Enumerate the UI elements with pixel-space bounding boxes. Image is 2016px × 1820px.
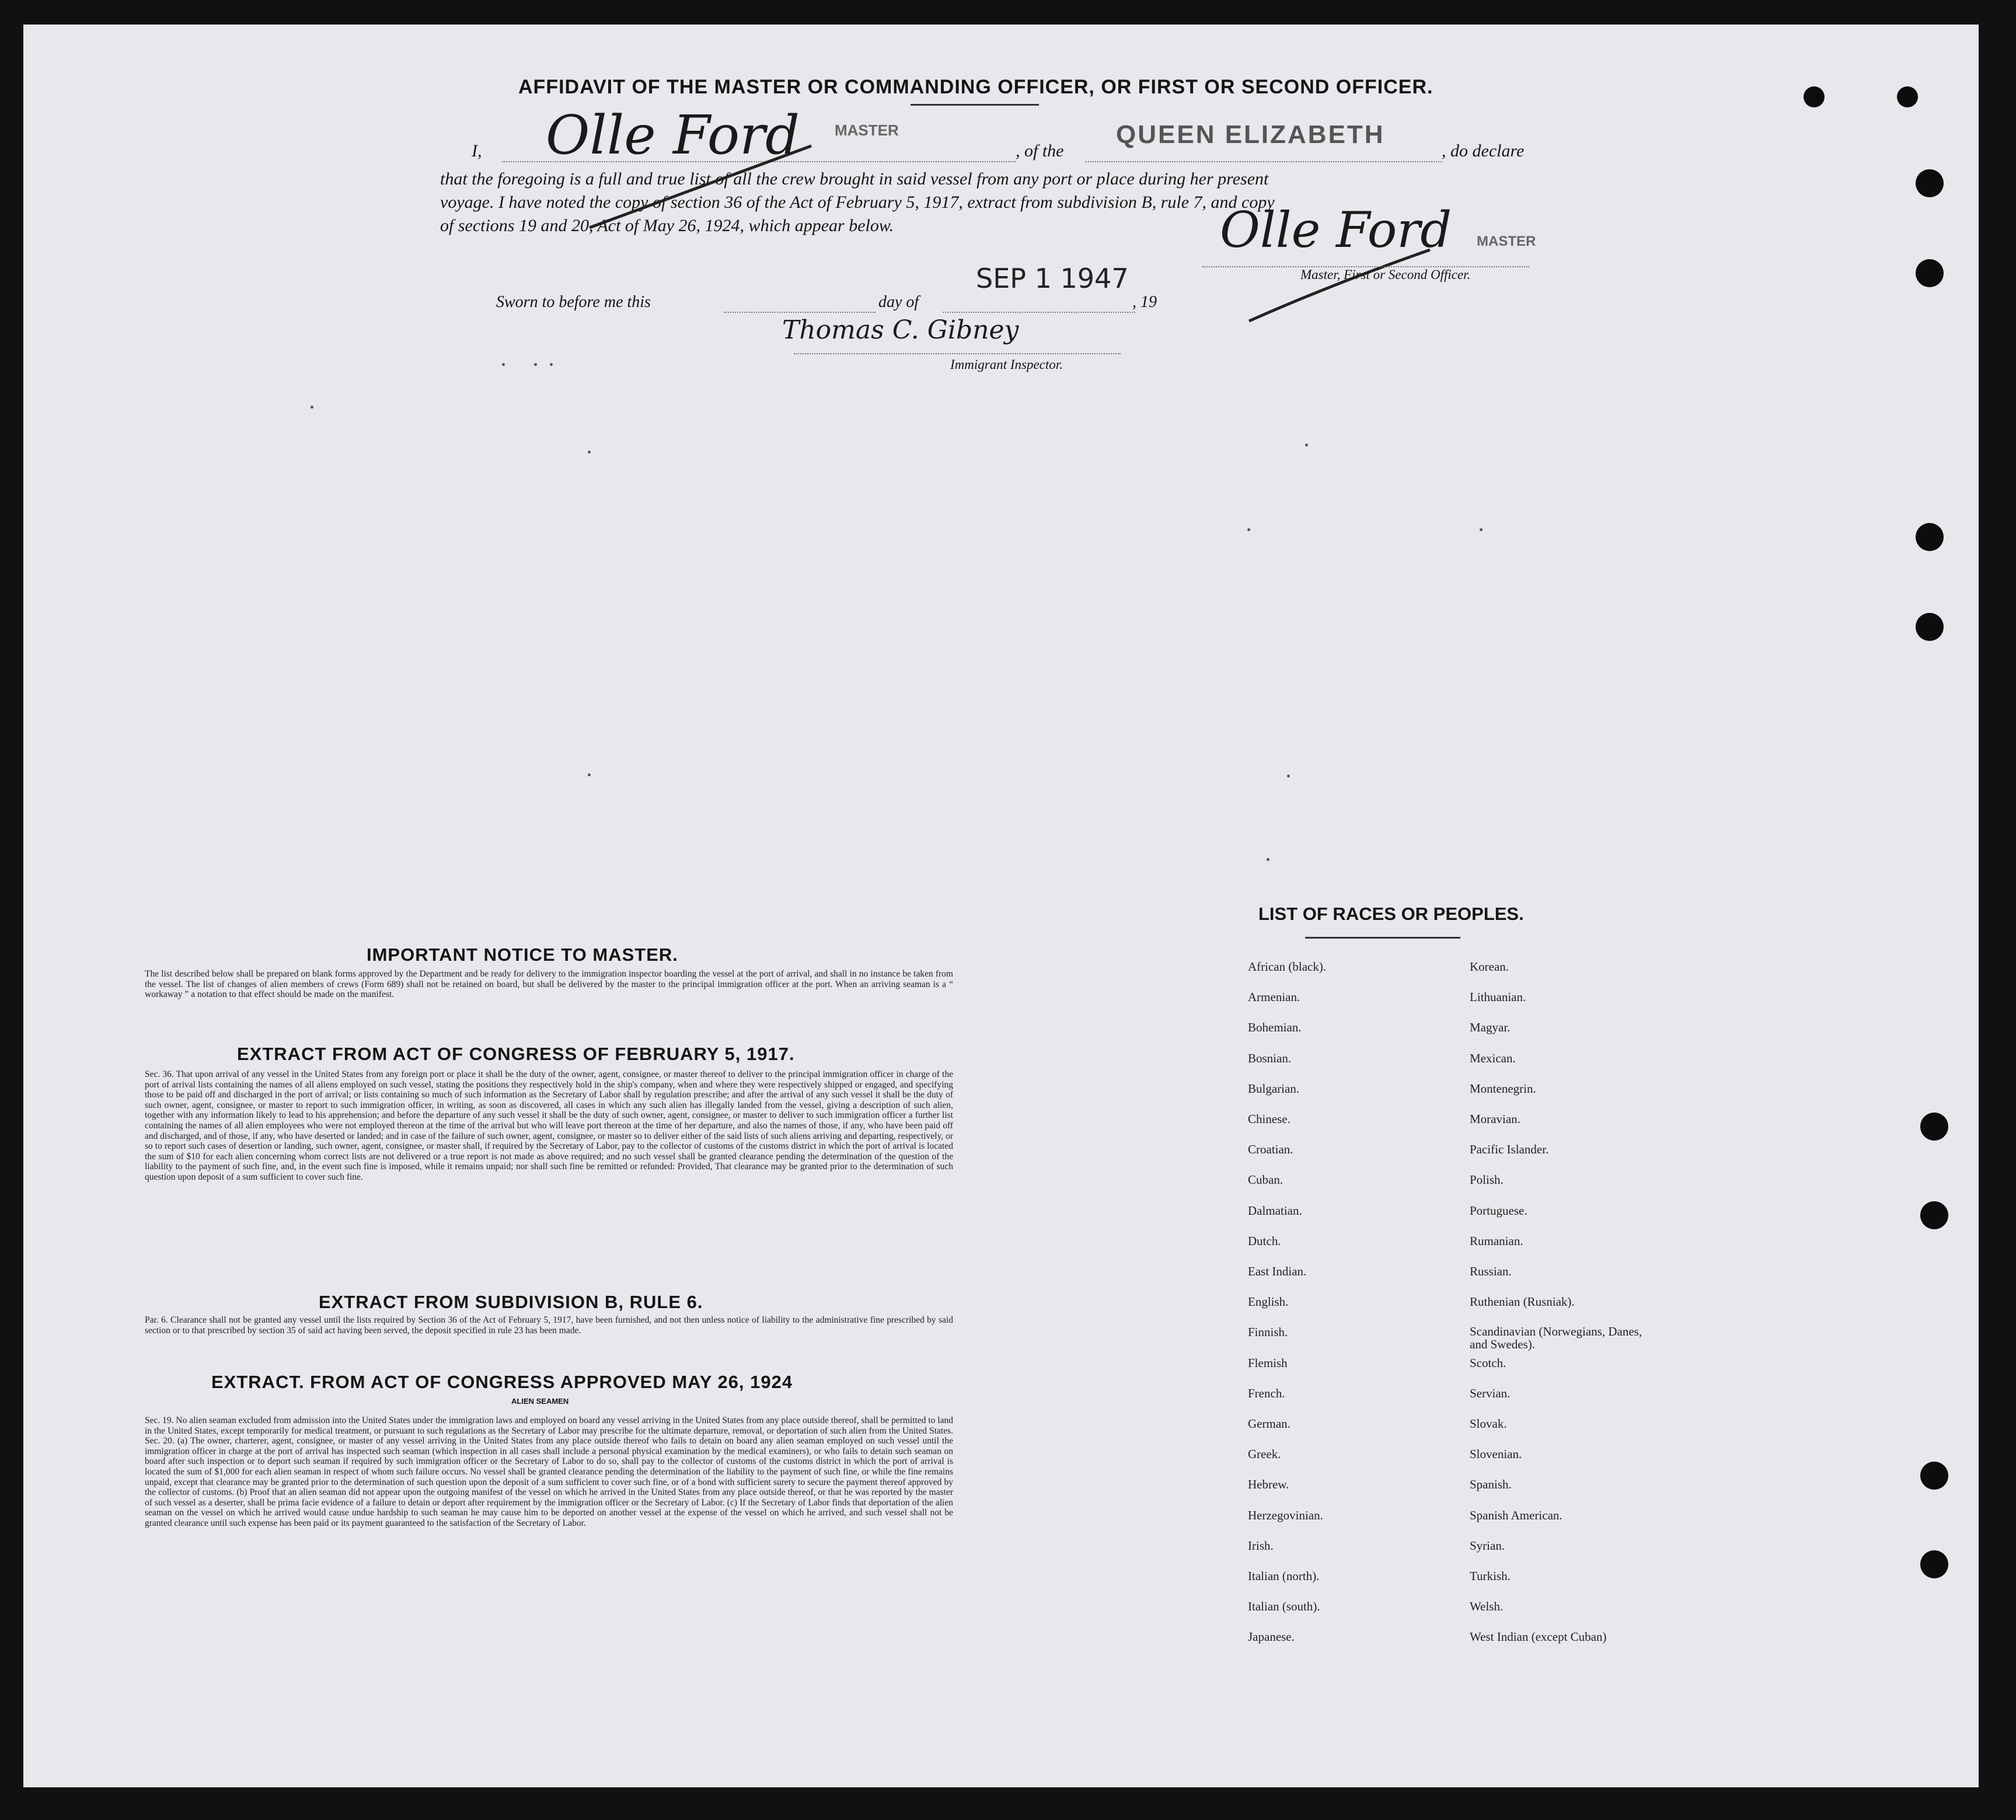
master-stamp: MASTER <box>835 121 899 139</box>
race-item: Croatian. <box>1248 1142 1293 1156</box>
year-prefix: , 19 <box>1132 293 1157 311</box>
rule-6-body: Par. 6. Clearance shall not be granted any vessel until the lists required by Section 36 of the Act of February 5, 1917, have been furnished, and not then unless notice of liability to the administrative fine prescribed by said section or to that prescribed by section 35 of said act having been served, the deposit specified in rule 23 has been made. <box>145 1315 953 1336</box>
races-title-underline <box>1305 937 1460 939</box>
master-signature: Olle Ford <box>546 104 800 166</box>
affidavit-title: AFFIDAVIT OF THE MASTER OR COMMANDING OFFICER, OR FIRST OR SECOND OFFICER. <box>518 76 1433 98</box>
race-item: Pacific Islander. <box>1470 1142 1549 1156</box>
race-item: Mexican. <box>1470 1051 1516 1065</box>
signature-pen-stroke <box>584 140 817 233</box>
race-item: French. <box>1248 1386 1285 1400</box>
officer-stamp: MASTER <box>1477 233 1536 249</box>
scan-speck <box>1247 528 1250 531</box>
race-item: Armenian. <box>1248 990 1300 1004</box>
title-underline <box>911 104 1039 106</box>
race-item: Scotch. <box>1470 1356 1506 1370</box>
race-item: Lithuanian. <box>1470 990 1526 1004</box>
punch-hole <box>1804 86 1825 107</box>
race-item: Turkish. <box>1470 1569 1511 1583</box>
sworn-month-line <box>943 312 1135 313</box>
race-item: German. <box>1248 1417 1290 1431</box>
declaration-do-declare: , do declare <box>1442 141 1525 161</box>
punch-hole <box>1920 1201 1948 1229</box>
scan-speck <box>550 363 553 366</box>
scan-speck <box>1305 444 1308 447</box>
race-item: East Indian. <box>1248 1264 1307 1278</box>
race-item: Finnish. <box>1248 1325 1288 1339</box>
punch-hole <box>1920 1113 1948 1141</box>
extract-1924-subheading: ALIEN SEAMEN <box>511 1397 569 1406</box>
officer-caption: Master, First or Second Officer. <box>1300 267 1471 282</box>
declaration-i: I, <box>472 141 482 161</box>
declaration-of-the: , of the <box>1016 141 1064 161</box>
punch-hole <box>1920 1550 1948 1578</box>
day-of-text: day of <box>878 293 919 311</box>
race-item: Herzegovinian. <box>1248 1508 1323 1522</box>
punch-hole <box>1916 523 1944 551</box>
race-item: Russian. <box>1470 1264 1512 1278</box>
vessel-name-stamp: QUEEN ELIZABETH <box>1116 120 1385 149</box>
inspector-caption: Immigrant Inspector. <box>950 357 1063 372</box>
punch-hole <box>1920 1462 1948 1490</box>
race-item: Italian (south). <box>1248 1599 1320 1613</box>
extract-1924-heading: EXTRACT. FROM ACT OF CONGRESS APPROVED MAY 26, 1924 <box>211 1372 793 1392</box>
race-item: Chinese. <box>1248 1112 1290 1126</box>
race-item: Rumanian. <box>1470 1234 1523 1248</box>
notice-body: The list described below shall be prepared on blank forms approved by the Department and be ready for delivery to the immigration inspector boarding the vessel at the port of arrival, and shall in no instance be taken from the vessel. The list of changes of alien members of crews (Form 689) shall not be retained on board, but shall be delivered by the master to the principal immigration officer at the port. When an arriving seaman is a “ workaway ” a notation to that effect should be made on the manifest. <box>145 969 953 1000</box>
race-item: Slovak. <box>1470 1417 1507 1431</box>
sworn-text: Sworn to before me this <box>496 293 651 311</box>
race-item: Flemish <box>1248 1356 1288 1370</box>
rule-6-heading: EXTRACT FROM SUBDIVISION B, RULE 6. <box>319 1292 703 1312</box>
race-item: English. <box>1248 1295 1289 1309</box>
scan-speck <box>1287 775 1290 777</box>
race-item: Spanish. <box>1470 1477 1512 1491</box>
punch-hole <box>1916 259 1944 287</box>
scan-speck <box>1267 858 1269 861</box>
scan-speck <box>534 363 537 366</box>
race-item: Scandinavian (Norwegians, Danes, and Swedes). <box>1470 1324 1642 1351</box>
notice-heading: IMPORTANT NOTICE TO MASTER. <box>367 944 678 965</box>
extract-1917-body: Sec. 36. That upon arrival of any vessel in the United States from any foreign port or place it shall be the duty of the owner, agent, consignee, or master thereof to deliver to the principal immigration officer in charge of the port of arrival lists containing the names of all aliens employed on such vessel, stating the positions they respectively hold in the ship's company, when and where they were respectively shipped or engaged, and specifying those to be paid off and discharged in the port of arrival; or lists containing so much of such information as the Secretary of Labor shall by regulation prescribe; and after the arrival of any such vessel it shall be the duty of such owner, agent, consignee, or master to report to such immigration officer, in writing, as soon as discovered, all cases in which any such alien has illegally landed from the vessel, giving a description of such alien, together with any information likely to lead to his apprehension; and before the departure of any such vessel it shall be the duty of such owner, agent, consignee, or master to deliver to such immigration officer a further list containing the names of all alien employees who were not employed thereon at the time of the arrival but who will leave port thereon at the time of her departure, and also the names of those, if any, who have been paid off and discharged, and of those, if any, who have deserted or landed; and in case of the failure of such owner, agent, consignee, or master so to deliver either of the said lists of such aliens arriving and departing, respectively, or so to report such cases of desertion or landing, such owner, agent, consignee, or master shall, if required by the Secretary of Labor, pay to the collector of customs of the customs district in which the port of arrival is located the sum of $10 for each alien concerning whom correct lists are not delivered or a true report is not made as above required; and no such vessel shall be granted clearance pending the determination of the question of the liability to the payment of such fine, and, in the event such fine is imposed, while it remains unpaid; nor shall such fine be remitted or refunded: Provided, That clearance may be granted prior to the determination of such question upon deposit of a sum sufficient to cover such fine. <box>145 1069 953 1182</box>
punch-hole <box>1897 86 1918 107</box>
race-item: Polish. <box>1470 1173 1504 1187</box>
race-item: Magyar. <box>1470 1020 1511 1034</box>
race-item: Italian (north). <box>1248 1569 1320 1583</box>
race-item: West Indian (except Cuban) <box>1470 1630 1607 1644</box>
race-item: Cuban. <box>1248 1173 1283 1187</box>
scan-speck <box>588 773 591 776</box>
race-item: Moravian. <box>1470 1112 1520 1126</box>
race-item: Spanish American. <box>1470 1508 1562 1522</box>
race-item: Montenegrin. <box>1470 1082 1536 1096</box>
date-stamp: SEP 1 1947 <box>976 263 1129 294</box>
scan-speck <box>588 451 591 454</box>
race-item: Greek. <box>1248 1447 1281 1461</box>
declaration-line-2: that the foregoing is a full and true list of all the crew brought in said vessel from any port or place during her present <box>440 169 1269 189</box>
race-item: Slovenian. <box>1470 1447 1522 1461</box>
inspector-signature: Thomas C. Gibney <box>782 315 1019 345</box>
inspector-signature-line <box>794 353 1121 354</box>
race-item: African (black). <box>1248 960 1327 974</box>
sworn-day-line <box>724 312 876 313</box>
race-item: Dutch. <box>1248 1234 1281 1248</box>
race-item: Korean. <box>1470 960 1509 974</box>
scan-speck <box>502 363 505 366</box>
race-item: Dalmatian. <box>1248 1204 1302 1218</box>
race-item: Welsh. <box>1470 1599 1504 1613</box>
scan-speck <box>311 406 313 409</box>
race-item: Japanese. <box>1248 1630 1295 1644</box>
race-item: Syrian. <box>1470 1539 1505 1553</box>
officer-signature: Olle Ford <box>1220 201 1452 259</box>
race-item: Hebrew. <box>1248 1477 1289 1491</box>
race-item: Bohemian. <box>1248 1020 1302 1034</box>
officer-pen-stroke <box>1243 245 1442 327</box>
punch-hole <box>1916 169 1944 197</box>
race-item: Ruthenian (Rusniak). <box>1470 1295 1575 1309</box>
extract-1917-heading: EXTRACT FROM ACT OF CONGRESS OF FEBRUARY 5, 1917. <box>237 1044 795 1064</box>
declaration-line-4: of sections 19 and 20, Act of May 26, 1924, which appear below. <box>440 216 894 235</box>
extract-1924-body: Sec. 19. No alien seaman excluded from admission into the United States under the immigration laws and employed on board any vessel arriving in the United States from any place outside thereof, shall be permitted to land in the United States, except temporarily for medical treatment, or pursuant to such regulations as the Secretary of Labor may prescribe for the ultimate departure, removal, or deportation of such alien from the United States. Sec. 20. (a) The owner, charterer, agent, consignee, or master of any vessel arriving in the United States from any place outside thereof who fails to detain on board any alien seaman employed on such vessel until the immigration officer in charge at the port of arrival has inspected such seaman (which inspection in all cases shall include a personal physical examination by the medical examiners), or who fails to detain such seaman on board after such inspection or to deport such seaman if required by such immigration officer or the Secretary of Labor to do so, shall pay to the collector of customs of the customs district in which the port of arrival is located the sum of $1,000 for each alien seaman in respect of whom such failure occurs. No vessel shall be granted clearance pending the determination of the liability to the payment of such fine, or while the fine remains unpaid, except that clearance may be granted prior to the determination of such question upon the deposit of a sum sufficient to cover such fine, or of a bond with sufficient surety to secure the payment thereof approved by the collector of customs. (b) Proof that an alien seaman did not appear upon the outgoing manifest of the vessel on which he arrived in the United States from any place outside thereof, or that he was reported by the master of such vessel as a deserter, shall be prima facie evidence of a failure to detain or deport after requirement by the immigration officer or the Secretary of Labor. (c) If the Secretary of Labor finds that deportation of the alien seaman on the vessel on which he arrived would cause undue hardship to such seaman he may cause him to be deported on another vessel at the expense of the vessel on which he arrived, and such vessel shall not be granted clearance until such expense has been paid or its payment guaranteed to the satisfaction of the Secretary of Labor. <box>145 1415 953 1528</box>
race-item: Servian. <box>1470 1386 1511 1400</box>
races-title: LIST OF RACES OR PEOPLES. <box>1258 904 1524 924</box>
punch-hole <box>1916 613 1944 641</box>
race-item: Bulgarian. <box>1248 1082 1300 1096</box>
race-item: Portuguese. <box>1470 1204 1527 1218</box>
race-item: Irish. <box>1248 1539 1274 1553</box>
declaration-line-3: voyage. I have noted the copy of section 36 of the Act of February 5, 1917, extract from subdivision B, rule 7, and copy <box>440 193 1275 212</box>
race-item: Bosnian. <box>1248 1051 1292 1065</box>
vessel-name-line <box>1086 161 1442 162</box>
scan-speck <box>1480 528 1483 531</box>
